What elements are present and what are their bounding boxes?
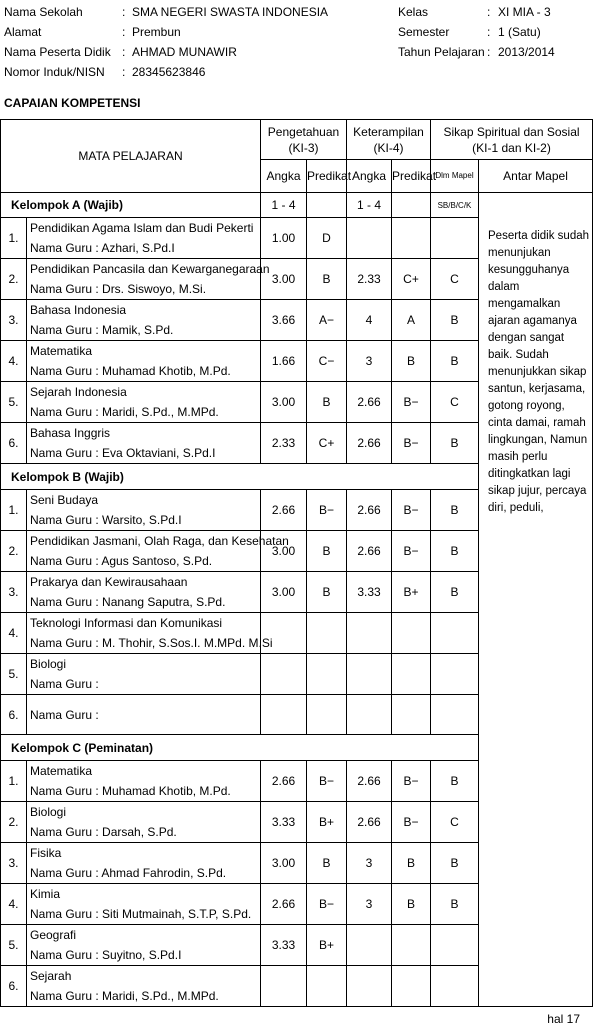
subject-cell (27, 761, 261, 802)
keterampilan-angka: 3 (347, 843, 392, 884)
pengetahuan-angka: 1.00 (261, 218, 307, 259)
range-keterampilan: 1 - 4 (347, 193, 392, 218)
keterampilan-angka: 2.66 (347, 382, 392, 423)
group-title: Kelompok C (Peminatan) (1, 735, 479, 761)
subject-name: Matematika (30, 764, 93, 778)
row-number: 3. (1, 843, 27, 884)
pengetahuan-angka: 1.66 (261, 341, 307, 382)
separator: : (122, 25, 126, 39)
pengetahuan-predikat: A− (307, 300, 347, 341)
row-number: 5. (1, 925, 27, 966)
keterampilan-angka (347, 695, 392, 735)
pengetahuan-angka: 3.00 (261, 843, 307, 884)
sikap-scale: SB/B/C/K (431, 193, 479, 218)
teacher-name: Nama Guru : Nanang Saputra, S.Pd. (30, 595, 226, 609)
pengetahuan-angka: 2.66 (261, 884, 307, 925)
keterampilan-angka (347, 218, 392, 259)
row-number: 1. (1, 761, 27, 802)
subject-cell (27, 843, 261, 884)
pengetahuan-predikat: D (307, 218, 347, 259)
pengetahuan-angka: 3.66 (261, 300, 307, 341)
sikap-dlm-mapel: B (431, 884, 479, 925)
pengetahuan-angka: 3.33 (261, 802, 307, 843)
subject-name: Bahasa Indonesia (30, 303, 127, 317)
head-keterampilan (347, 120, 431, 160)
subject-cell (27, 802, 261, 843)
value-semester: 1 (Satu) (498, 25, 541, 39)
keterampilan-predikat: C+ (392, 259, 431, 300)
range-pengetahuan: 1 - 4 (261, 193, 307, 218)
keterampilan-predikat: B− (392, 761, 431, 802)
keterampilan-predikat: B− (392, 490, 431, 531)
subject-name: Sejarah (30, 969, 72, 983)
keterampilan-predikat (392, 613, 431, 654)
label-nama-peserta: Nama Peserta Didik (4, 45, 111, 59)
label-semester: Semester (398, 25, 450, 39)
subject-cell (27, 300, 261, 341)
subject-cell (27, 490, 261, 531)
keterampilan-angka: 2.66 (347, 423, 392, 464)
head-antar-mapel: Antar Mapel (479, 160, 593, 193)
row-number: 1. (1, 490, 27, 531)
pengetahuan-angka: 3.00 (261, 531, 307, 572)
value-kelas: XI MIA - 3 (498, 5, 551, 19)
teacher-name: Nama Guru : Siti Mutmainah, S.T.P, S.Pd. (30, 907, 252, 921)
keterampilan-angka (347, 613, 392, 654)
value-nama-peserta: AHMAD MUNAWIR (132, 45, 237, 59)
row-number: 6. (1, 695, 27, 735)
subject-cell (27, 572, 261, 613)
row-number: 2. (1, 259, 27, 300)
subject-cell (27, 613, 273, 654)
sikap-dlm-mapel: B (431, 490, 479, 531)
pengetahuan-predikat: B (307, 382, 347, 423)
head-sikap (431, 120, 593, 160)
page-number: hal 17 (547, 1012, 580, 1026)
subject-cell (27, 341, 261, 382)
pengetahuan-predikat: B− (307, 761, 347, 802)
group-row-a (1, 193, 593, 218)
keterampilan-angka: 3.33 (347, 572, 392, 613)
sikap-dlm-mapel: B (431, 300, 479, 341)
keterampilan-predikat: B− (392, 531, 431, 572)
separator: : (487, 45, 491, 59)
row-number: 5. (1, 654, 27, 695)
row-number: 4. (1, 341, 27, 382)
label-nomor-induk: Nomor Induk/NISN (4, 65, 105, 79)
label-tahun-pelajaran: Tahun Pelajaran (398, 45, 485, 59)
head-mata-pelajaran: MATA PELAJARAN (1, 120, 261, 193)
subject-name: Biologi (30, 805, 67, 819)
separator: : (122, 65, 126, 79)
student-info-header (4, 4, 588, 84)
separator: : (487, 25, 491, 39)
subject-name: Geografi (30, 928, 77, 942)
sikap-dlm-mapel (431, 695, 479, 735)
keterampilan-angka: 4 (347, 300, 392, 341)
row-number: 5. (1, 382, 27, 423)
head-pengetahuan-ki: (KI-3) (288, 140, 319, 155)
group-title: Kelompok A (Wajib) (1, 193, 261, 218)
keterampilan-predikat: B+ (392, 572, 431, 613)
row-number: 3. (1, 572, 27, 613)
subject-cell (27, 423, 261, 464)
pengetahuan-predikat: B (307, 531, 347, 572)
keterampilan-predikat: B (392, 843, 431, 884)
label-nama-sekolah: Nama Sekolah (4, 5, 83, 19)
head-pengetahuan-label: Pengetahuan (267, 124, 340, 139)
value-nama-sekolah: SMA NEGERI SWASTA INDONESIA (132, 5, 329, 19)
sikap-dlm-mapel: B (431, 572, 479, 613)
teacher-name: Nama Guru : Azhari, S.Pd.I (30, 241, 175, 255)
pengetahuan-predikat (307, 966, 347, 1007)
sikap-dlm-mapel: B (431, 423, 479, 464)
keterampilan-angka: 3 (347, 884, 392, 925)
value-tahun-pelajaran: 2013/2014 (498, 45, 555, 59)
pengetahuan-angka: 3.00 (261, 259, 307, 300)
subject-cell (27, 654, 261, 695)
sikap-dlm-mapel (431, 654, 479, 695)
keterampilan-angka: 2.66 (347, 490, 392, 531)
subject-cell (27, 218, 261, 259)
section-title: CAPAIAN KOMPETENSI (4, 96, 141, 110)
pengetahuan-predikat (307, 613, 347, 654)
keterampilan-predikat: B (392, 884, 431, 925)
keterampilan-angka (347, 654, 392, 695)
teacher-name: Nama Guru : Maridi, S.Pd., M.MPd. (30, 989, 219, 1003)
pengetahuan-angka (261, 695, 307, 735)
row-number: 1. (1, 218, 27, 259)
row-number: 4. (1, 613, 27, 654)
head-sikap-ki: (KI-1 dan KI-2) (472, 140, 551, 155)
sikap-dlm-mapel: B (431, 843, 479, 884)
row-number: 2. (1, 802, 27, 843)
keterampilan-predikat: B− (392, 423, 431, 464)
row-number: 2. (1, 531, 27, 572)
teacher-name: Nama Guru : Eva Oktaviani, S.Pd.I (30, 446, 216, 460)
pengetahuan-angka: 3.00 (261, 572, 307, 613)
sikap-dlm-mapel (431, 613, 479, 654)
teacher-name: Nama Guru : Warsito, S.Pd.I (30, 513, 182, 527)
sikap-dlm-mapel: B (431, 761, 479, 802)
keterampilan-angka: 2.33 (347, 259, 392, 300)
row-number: 6. (1, 966, 27, 1007)
pengetahuan-angka: 2.33 (261, 423, 307, 464)
subject-name: Biologi (30, 657, 67, 671)
teacher-name: Nama Guru : (30, 707, 99, 722)
pengetahuan-predikat (307, 695, 347, 735)
pengetahuan-angka (261, 654, 307, 695)
head-angka-k: Angka (347, 160, 392, 193)
pengetahuan-angka: 2.66 (261, 490, 307, 531)
head-angka-p: Angka (261, 160, 307, 193)
subject-name: Pendidikan Jasmani, Olah Raga, dan Kesehatan (30, 534, 289, 548)
value-nomor-induk: 28345623846 (132, 65, 206, 79)
pengetahuan-predikat: C− (307, 341, 347, 382)
pengetahuan-angka: 2.66 (261, 761, 307, 802)
head-predikat-p: Predikat (307, 160, 347, 193)
keterampilan-predikat: B− (392, 802, 431, 843)
teacher-name: Nama Guru : M. Thohir, S.Sos.I. M.MPd. M.Si (30, 636, 273, 650)
head-keterampilan-ki: (KI-4) (373, 140, 404, 155)
pengetahuan-predikat: B (307, 572, 347, 613)
teacher-name: Nama Guru : Ahmad Fahrodin, S.Pd. (30, 866, 227, 880)
header-row-3 (4, 44, 588, 64)
pengetahuan-predikat (307, 654, 347, 695)
keterampilan-angka (347, 925, 392, 966)
pengetahuan-predikat: B (307, 843, 347, 884)
group-title: Kelompok B (Wajib) (1, 464, 479, 490)
teacher-name: Nama Guru : Suyitno, S.Pd.I (30, 948, 182, 962)
keterampilan-predikat (392, 966, 431, 1007)
subject-cell (27, 259, 270, 300)
teacher-name: Nama Guru : Muhamad Khotib, M.Pd. (30, 784, 231, 798)
head-dlm-mapel: Dlm Mapel (431, 160, 479, 193)
subject-name: Teknologi Informasi dan Komunikasi (30, 616, 223, 630)
empty-cell (392, 193, 431, 218)
label-kelas: Kelas (398, 5, 429, 19)
sikap-dlm-mapel (431, 966, 479, 1007)
pengetahuan-predikat: C+ (307, 423, 347, 464)
antar-mapel-description: Peserta didik sudah menunjukan kesungguhanya dalam mengamalkan ajaran agamanya dengan sangat baik. Sudah menunjukkan sikap santun, kerjasama, gotong royong, cinta damai, ramah lingkungan, Namun masih perlu ditingkatkan lagi sikap jujur, percaya diri, peduli, (479, 193, 593, 1007)
sikap-dlm-mapel: B (431, 531, 479, 572)
keterampilan-predikat: B (392, 341, 431, 382)
head-predikat-k: Predikat (392, 160, 431, 193)
head-pengetahuan (261, 120, 347, 160)
subject-name: Fisika (30, 846, 62, 860)
row-number: 6. (1, 423, 27, 464)
pengetahuan-predikat: B+ (307, 802, 347, 843)
teacher-name: Nama Guru : Drs. Siswoyo, M.Si. (30, 282, 207, 296)
subject-cell (27, 966, 261, 1007)
subject-name: Bahasa Inggris (30, 426, 111, 440)
subject-name: Prakarya dan Kewirausahaan (30, 575, 188, 589)
pengetahuan-predikat: B− (307, 884, 347, 925)
keterampilan-predikat: A (392, 300, 431, 341)
teacher-name: Nama Guru : Mamik, S.Pd. (30, 323, 174, 337)
header-row-1 (4, 4, 588, 24)
header-row-4 (4, 64, 588, 84)
separator: : (122, 45, 126, 59)
keterampilan-angka (347, 966, 392, 1007)
keterampilan-predikat (392, 695, 431, 735)
sikap-dlm-mapel (431, 218, 479, 259)
head-sikap-label: Sikap Spiritual dan Sosial (443, 124, 580, 139)
subject-name: Pendidikan Pancasila dan Kewarganegaraan (30, 262, 270, 276)
subject-cell (27, 925, 261, 966)
pengetahuan-predikat: B− (307, 490, 347, 531)
head-keterampilan-label: Keterampilan (353, 124, 424, 139)
header-row-2 (4, 24, 588, 44)
label-alamat: Alamat (4, 25, 42, 39)
sikap-dlm-mapel: B (431, 341, 479, 382)
pengetahuan-angka: 3.00 (261, 382, 307, 423)
teacher-name: Nama Guru : Darsah, S.Pd. (30, 825, 177, 839)
pengetahuan-predikat: B (307, 259, 347, 300)
keterampilan-angka: 2.66 (347, 531, 392, 572)
keterampilan-predikat (392, 218, 431, 259)
separator: : (487, 5, 491, 19)
keterampilan-angka: 3 (347, 341, 392, 382)
sikap-dlm-mapel: C (431, 259, 479, 300)
subject-cell (27, 382, 261, 423)
sikap-dlm-mapel: C (431, 382, 479, 423)
teacher-name: Nama Guru : (30, 677, 99, 691)
separator: : (122, 5, 126, 19)
competency-table (0, 119, 593, 1007)
sikap-dlm-mapel: C (431, 802, 479, 843)
keterampilan-predikat (392, 654, 431, 695)
teacher-name: Nama Guru : Agus Santoso, S.Pd. (30, 554, 213, 568)
table-body (1, 193, 593, 1007)
subject-name: Seni Budaya (30, 493, 99, 507)
keterampilan-angka: 2.66 (347, 802, 392, 843)
sikap-dlm-mapel (431, 925, 479, 966)
subject-name: Kimia (30, 887, 61, 901)
row-number: 3. (1, 300, 27, 341)
empty-cell (307, 193, 347, 218)
value-alamat: Prembun (132, 25, 181, 39)
keterampilan-angka: 2.66 (347, 761, 392, 802)
subject-cell (27, 884, 261, 925)
subject-name: Matematika (30, 344, 93, 358)
teacher-name: Nama Guru : Maridi, S.Pd., M.MPd. (30, 405, 219, 419)
keterampilan-predikat (392, 925, 431, 966)
row-number: 4. (1, 884, 27, 925)
subject-cell (27, 695, 261, 735)
pengetahuan-predikat: B+ (307, 925, 347, 966)
subject-name: Pendidikan Agama Islam dan Budi Pekerti (30, 221, 254, 235)
teacher-name: Nama Guru : Muhamad Khotib, M.Pd. (30, 364, 231, 378)
subject-name: Sejarah Indonesia (30, 385, 127, 399)
pengetahuan-angka (261, 966, 307, 1007)
pengetahuan-angka: 3.33 (261, 925, 307, 966)
keterampilan-predikat: B− (392, 382, 431, 423)
